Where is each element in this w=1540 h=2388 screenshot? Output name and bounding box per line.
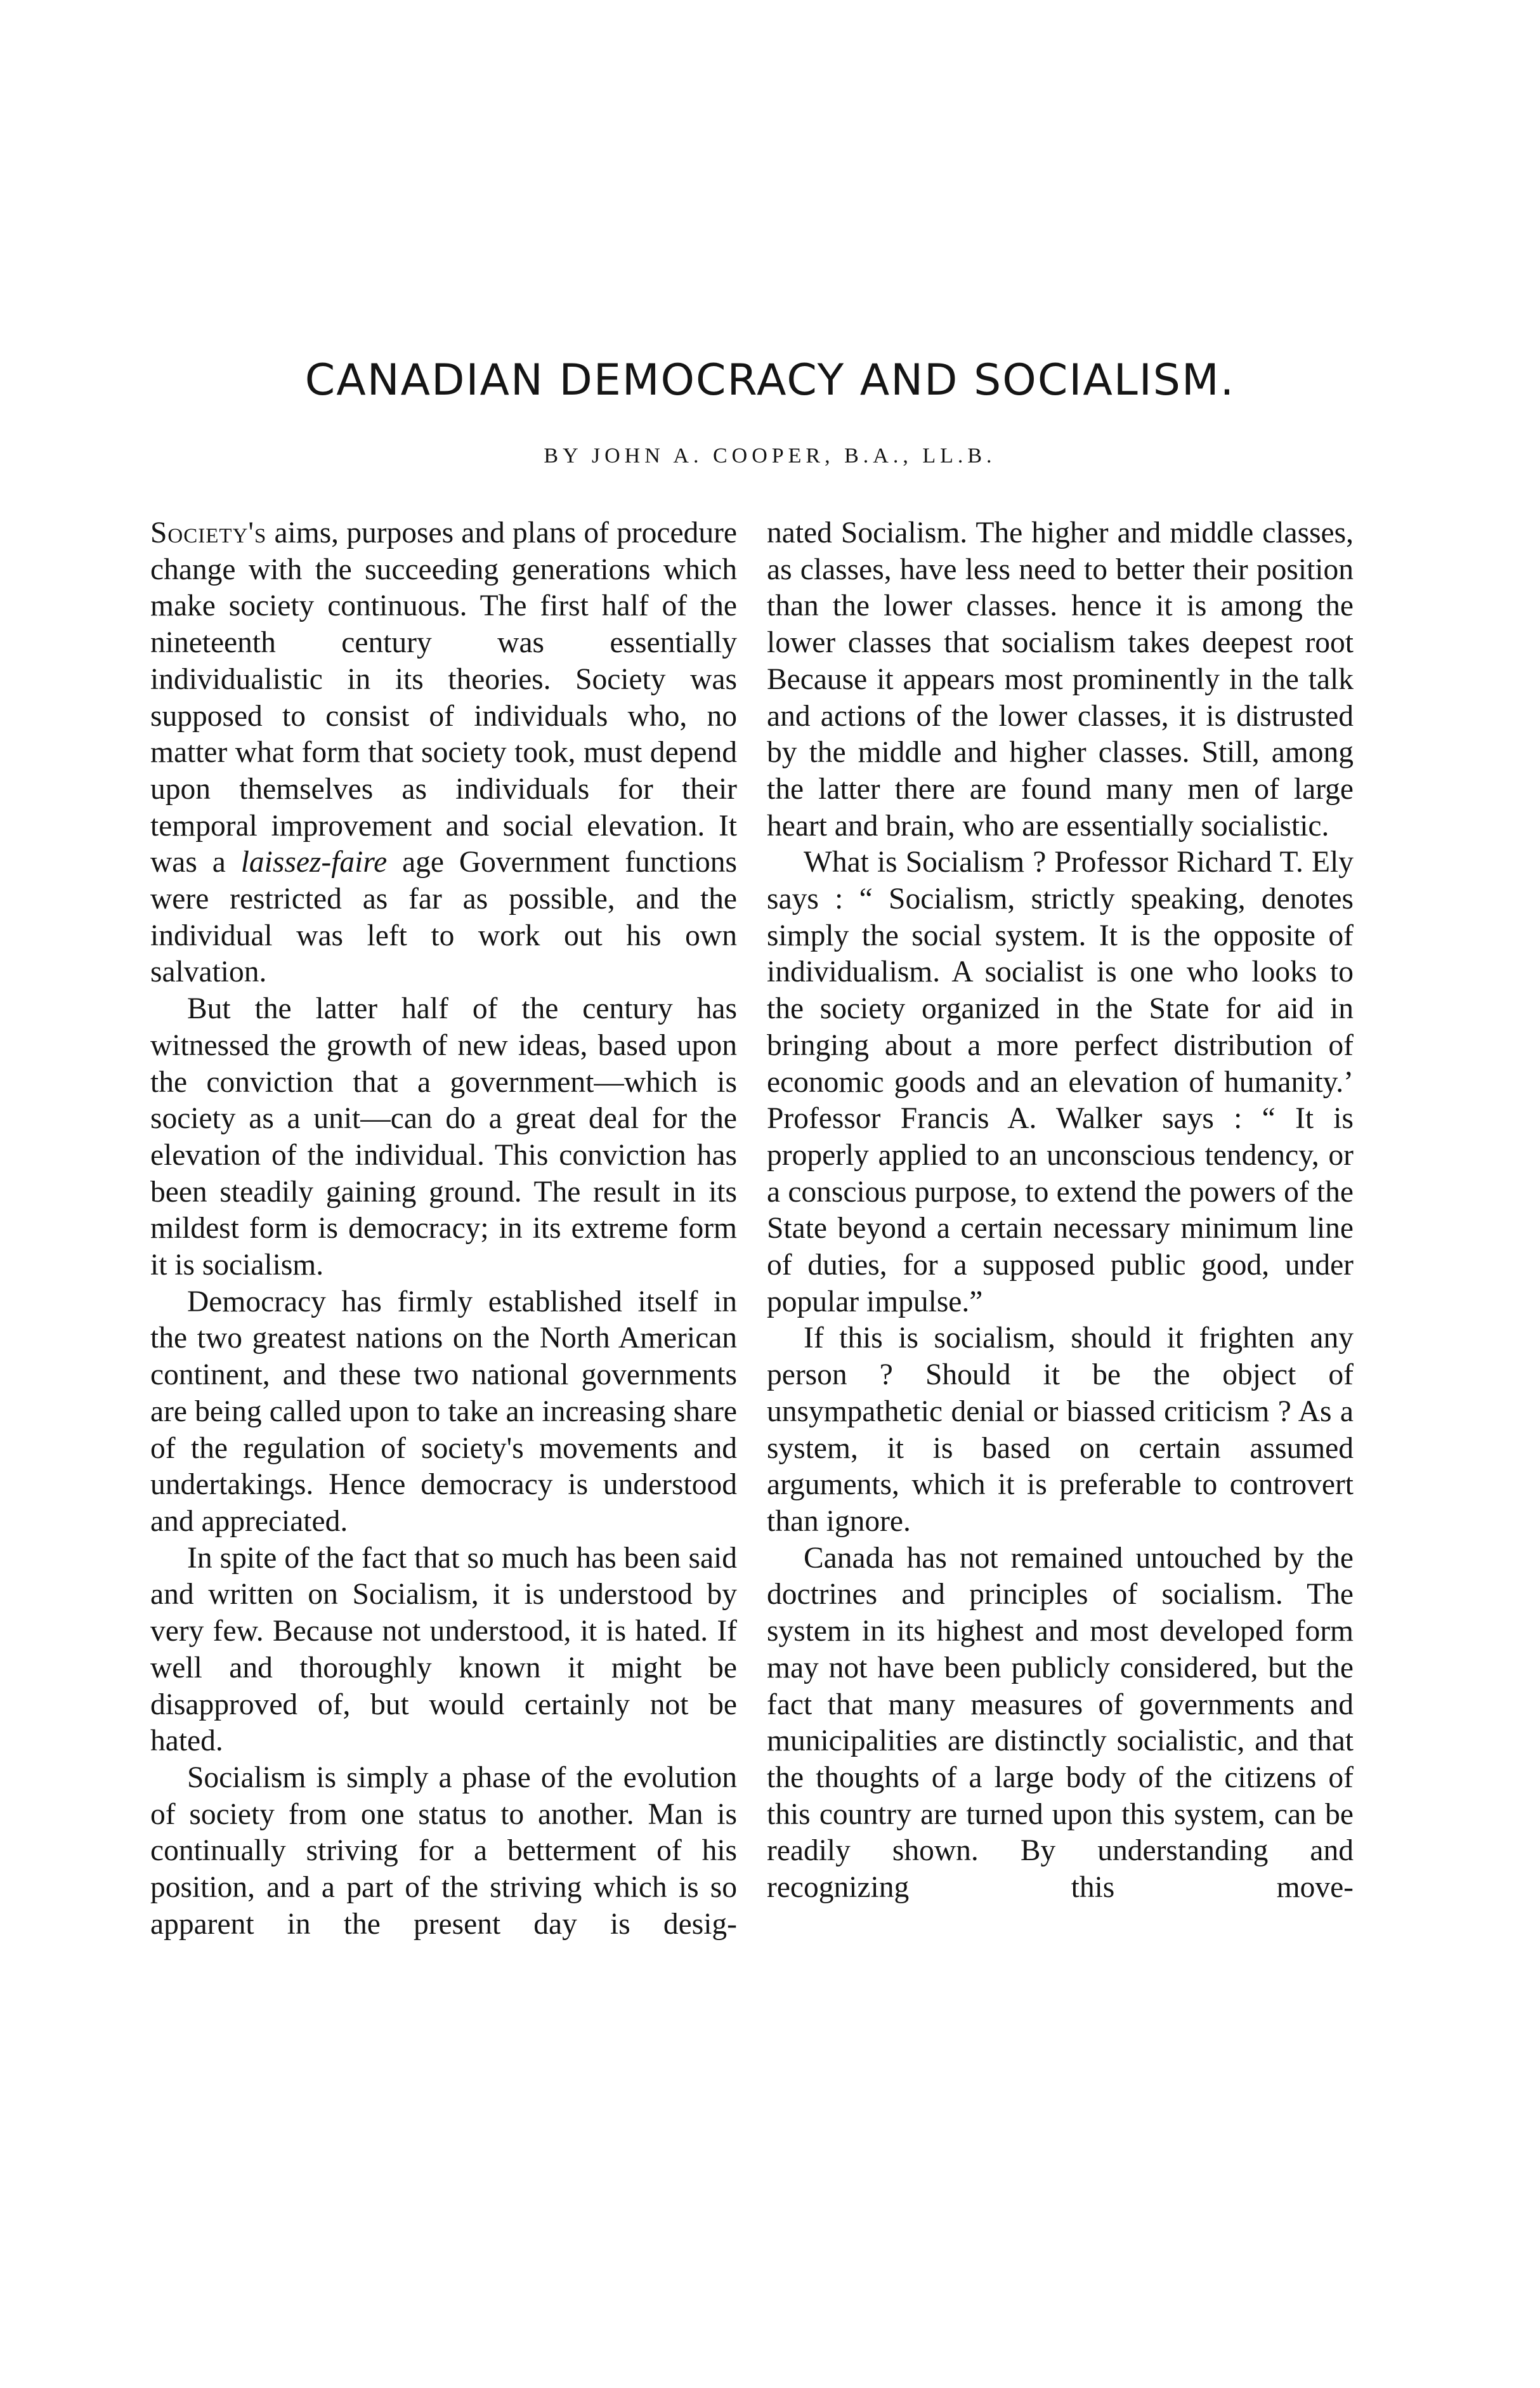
lead-word: Society's — [150, 516, 267, 549]
right-paragraph-3: If this is socialism, should it frighten any person ? Should it be the object of unsympathetic denial or biassed criticism ? As a system, it is based on certain assumed arguments, which it is preferable to controvert than ignore. — [767, 1322, 1354, 1538]
left-paragraph-1 — [150, 515, 737, 991]
right-paragraph-1: nated Socialism. The higher and middle classes, as classes, have less need to better their position than the lower classes. hence it is among the lower classes that socialism takes deepest root Because it appears most prominently in the talk and actions of the lower classes, it is distrusted by the middle and higher classes. Still, among the latter there are found many men of large heart and brain, who are essentially socialistic. — [767, 516, 1354, 843]
left-paragraph-5: Socialism is simply a phase of the evolution of society from one status to another. Man is continually striving for a betterment of his position, and a part of the striving which is so apparent in the present day is desig- — [150, 1761, 737, 1941]
left-p1-text-a: aims, purposes and plans of procedure change with the succeeding generations which make society continuous. The first half of the nineteenth century was essentially individualistic in its theories. Society was supposed to consist of individuals who, no matter what form that society took, must depend upon themselves as individuals for their temporal improvement and social elevation. It was a — [150, 516, 737, 879]
right-column — [767, 515, 1354, 1906]
left-paragraph-3: Democracy has firmly established itself in the two greatest nations on the North American continent, and these two national governments are being called upon to take an increasing share of the regulation of society's movements and undertakings. Hence democracy is understood and appreciated. — [150, 1285, 737, 1538]
italic-term: laissez-faire — [240, 846, 388, 879]
right-paragraph-2: What is Socialism ? Professor Richard T. Ely says : “ Socialism, strictly speaking, denotes simply the social system. It is the opposite of individualism. A socialist is one who looks to the society organized in the State for aid in bringing about a more perfect distribution of economic goods and an elevation of humanity.’ Professor Francis A. Walker says : “ It is properly applied to an unconscious tendency, or a conscious purpose, to extend the powers of the State beyond a certain necessary minimum line of duties, for a supposed public good, under popular impulse.” — [767, 846, 1354, 1318]
article-byline: BY JOHN A. COOPER, B.A., LL.B. — [544, 444, 996, 468]
right-paragraph-4: Canada has not remained untouched by the doctrines and principles of socialism. The system in its highest and most developed form may not have been publicly considered, but the fact that many measures of governments and municipalities are distinctly socialistic, and that the thoughts of a large body of the citizens of this country are turned upon this system, can be readily shown. By understanding and recognizing this move- — [767, 1541, 1354, 1905]
left-column — [150, 515, 737, 1943]
article-title: CANADIAN DEMOCRACY AND SOCIALISM. — [304, 355, 1236, 405]
left-paragraph-2: But the latter half of the century has witnessed the growth of new ideas, based upon the conviction that a government—which is society as a unit—can do a great deal for the elevation of the individual. This conviction has been steadily gaining ground. The result in its mildest form is democracy; in its extreme form it is socialism. — [150, 992, 737, 1282]
left-paragraph-4: In spite of the fact that so much has been said and written on Socialism, it is understood by very few. Because not understood, it is hated. If well and thoroughly known it might be disapproved of, but would certainly not be hated. — [150, 1541, 737, 1758]
left-p1-text-b: age Government functions were restricted as far as possible, and the individual was left to work out his own salvation. — [150, 846, 737, 989]
